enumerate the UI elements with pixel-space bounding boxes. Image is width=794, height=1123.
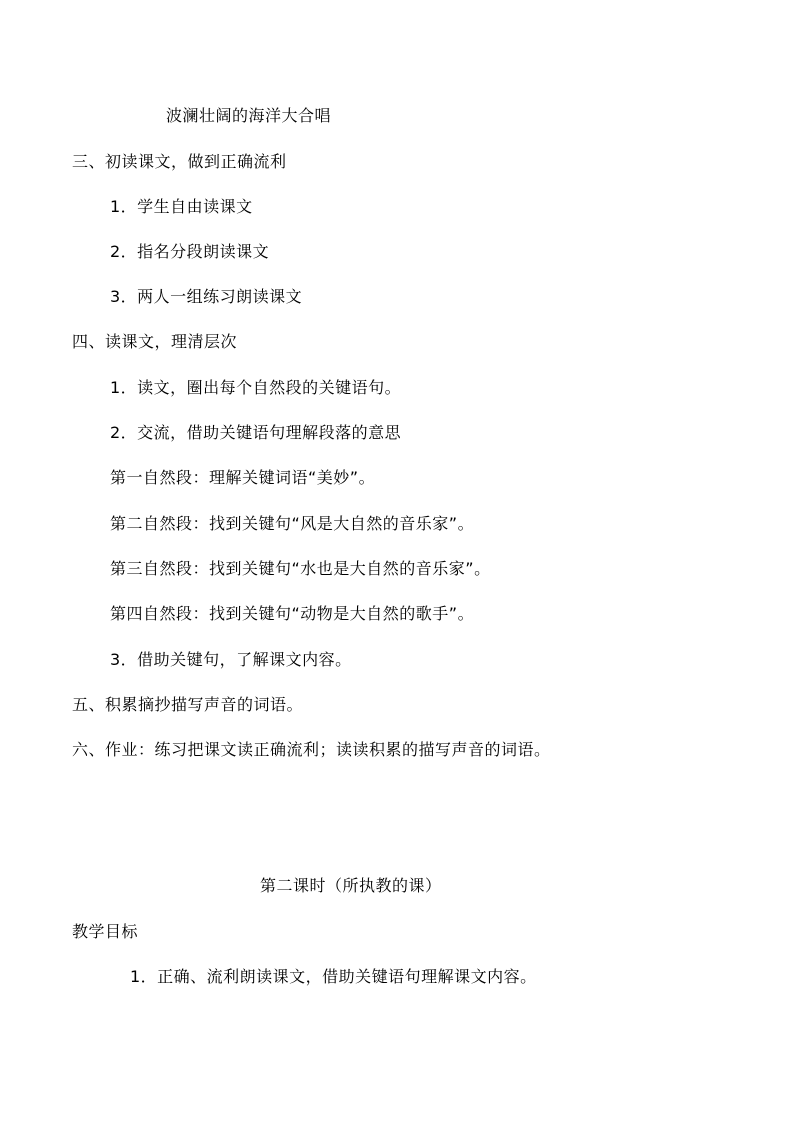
list-item: 1．正确、流利朗读课文，借助关键语句理解课文内容。 [130, 967, 537, 986]
section-heading-four: 四、读课文，理清层次 [72, 332, 238, 351]
teaching-goals-label: 教学目标 [72, 922, 139, 941]
list-item: 3．借助关键句，了解课文内容。 [110, 650, 352, 669]
text-line-title: 波澜壮阔的海洋大合唱 [166, 106, 332, 125]
paragraph-line: 第四自然段：找到关键句“动物是大自然的歌手”。 [110, 604, 475, 623]
lesson-heading: 第二课时（所执教的课） [260, 876, 442, 895]
section-heading-five: 五、积累摘抄描写声音的词语。 [72, 695, 304, 714]
paragraph-line: 第三自然段：找到关键句“水也是大自然的音乐家”。 [110, 559, 491, 578]
paragraph-line: 第一自然段：理解关键词语“美妙”。 [110, 468, 376, 487]
section-heading-six: 六、作业：练习把课文读正确流利；读读积累的描写声音的词语。 [72, 740, 551, 759]
section-heading-three: 三、初读课文，做到正确流利 [72, 152, 287, 171]
paragraph-line: 第二自然段：找到关键句“风是大自然的音乐家”。 [110, 514, 475, 533]
list-item: 3．两人一组练习朗读课文 [110, 287, 303, 306]
list-item: 2．指名分段朗读课文 [110, 242, 270, 261]
list-item: 2．交流，借助关键语句理解段落的意思 [110, 423, 402, 442]
list-item: 1．读文，圈出每个自然段的关键语句。 [110, 378, 402, 397]
list-item: 1．学生自由读课文 [110, 197, 253, 216]
